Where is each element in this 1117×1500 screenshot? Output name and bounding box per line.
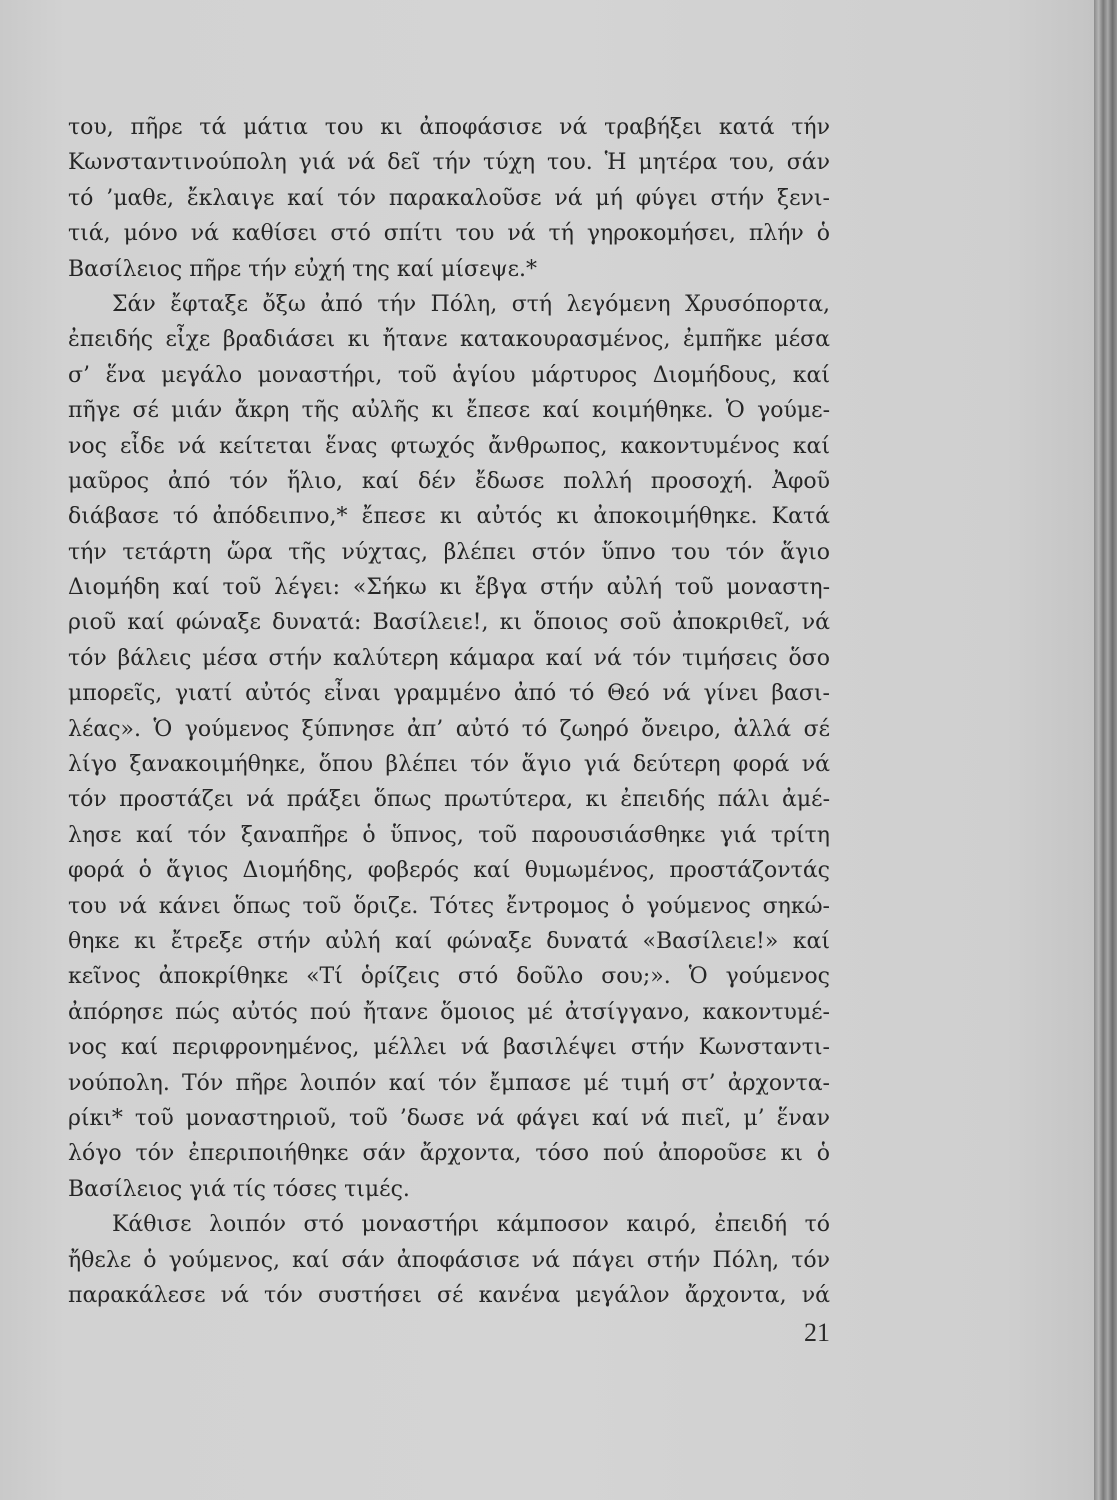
text-line: ρίκι* τοῦ μοναστηριοῦ, τοῦ ’δωσε νά φάγει καί νά πιεῖ, μ’ ἕναν [68,1105,830,1131]
text-line: Βασίλειος γιά τίς τόσες τιμές. [68,1176,410,1202]
text-line: μπορεῖς, γιατί αὐτός εἶναι γραμμένο ἀπό τό Θεό νά γίνει βασι- [68,681,830,707]
text-line: Σάν ἔφταξε ὄξω ἀπό τήν Πόλη, στή λεγόμενη Χρυσόπορτα, [112,291,830,317]
body-text [68,110,830,1313]
text-line: θηκε κι ἔτρεξε στήν αὐλή καί φώναξε δυνατά «Βασίλειε!» καί [68,928,830,954]
text-line: νος εἶδε νά κείτεται ἕνας φτωχός ἄνθρωπος, κακοντυμένος καί [68,433,830,459]
text-line: νούπολη. Τόν πῆρε λοιπόν καί τόν ἔμπασε μέ τιμή στ’ ἀρχοντα- [68,1070,830,1096]
text-line: λόγο τόν ἐπεριποιήθηκε σάν ἄρχοντα, τόσο πού ἀποροῦσε κι ὁ [68,1141,830,1167]
text-line: φορά ὁ ἅγιος Διομήδης, φοβερός καί θυμωμένος, προστάζοντάς [68,858,830,884]
page-number: 21 [804,1318,830,1347]
text-line: Βασίλειος πῆρε τήν εὐχή της καί μίσεψε.* [68,256,538,282]
text-line: παρακάλεσε νά τόν συστήσει σέ κανένα μεγάλον ἄρχοντα, νά [68,1282,830,1308]
text-line: του, πῆρε τά μάτια του κι ἀποφάσισε νά τραβήξει κατά τήν [68,115,830,140]
text-line: του νά κάνει ὅπως τοῦ ὅριζε. Τότες ἔντρομος ὁ γούμενος σηκώ- [68,893,830,919]
text-line: ριοῦ καί φώναξε δυνατά: Βασίλειε!, κι ὅποιος σοῦ ἀποκριθεῖ, νά [68,610,830,636]
text-line: λέας». Ὁ γούμενος ξύπνησε ἀπ’ αὐτό τό ζωηρό ὄνειρο, ἀλλά σέ [68,716,830,742]
text-line: τόν προστάζει νά πράξει ὅπως πρωτύτερα, κι ἐπειδής πάλι ἀμέ- [68,787,830,813]
text-line: διάβασε τό ἀπόδειπνο,* ἔπεσε κι αὐτός κι ἀποκοιμήθηκε. Κατά [68,504,830,530]
text-line: ἐπειδής εἶχε βραδιάσει κι ἤτανε κατακουρασμένος, ἐμπῆκε μέσα [68,327,830,353]
text-line: τό ’μαθε, ἔκλαιγε καί τόν παρακαλοῦσε νά μή φύγει στήν ξενι- [68,185,830,211]
text-line: Διομήδη καί τοῦ λέγει: «Σήκω κι ἔβγα στήν αὐλή τοῦ μοναστη- [68,575,830,601]
text-line: τόν βάλεις μέσα στήν καλύτερη κάμαρα καί νά τόν τιμήσεις ὅσο [68,645,830,671]
text-line: μαῦρος ἀπό τόν ἥλιο, καί δέν ἔδωσε πολλή προσοχή. Ἀφοῦ [68,468,830,494]
text-line: Κάθισε λοιπόν στό μοναστήρι κάμποσον καιρό, ἐπειδή τό [112,1212,830,1238]
text-line: σ’ ἕνα μεγάλο μοναστήρι, τοῦ ἁγίου μάρτυρος Διομήδους, καί [68,362,830,388]
text-line: κεῖνος ἀποκρίθηκε «Τί ὁρίζεις στό δοῦλο σου;». Ὁ γούμενος [68,964,830,990]
text-line: λίγο ξανακοιμήθηκε, ὅπου βλέπει τόν ἅγιο γιά δεύτερη φορά νά [68,752,830,778]
text-line: ἀπόρησε πώς αὐτός πού ἤτανε ὅμοιος μέ ἀτσίγγανο, κακοντυμέ- [68,999,830,1025]
text-line: ἤθελε ὁ γούμενος, καί σάν ἀποφάσισε νά πάγει στήν Πόλη, τόν [68,1247,830,1273]
text-line: τιά, μόνο νά καθίσει στό σπίτι του νά τή γηροκομήσει, πλήν ὁ [68,221,830,247]
page-edge [1094,0,1117,1500]
text-line: λησε καί τόν ξαναπῆρε ὁ ὕπνος, τοῦ παρουσιάσθηκε γιά τρίτη [68,822,830,848]
text-line: τήν τετάρτη ὥρα τῆς νύχτας, βλέπει στόν ὕπνο του τόν ἅγιο [68,539,830,565]
text-line: πῆγε σέ μιάν ἄκρη τῆς αὐλῆς κι ἔπεσε καί κοιμήθηκε. Ὁ γούμε- [68,398,830,424]
text-line: νος καί περιφρονημένος, μέλλει νά βασιλέψει στήν Κωνσταντι- [68,1035,830,1061]
text-line: Κωνσταντινούπολη γιά νά δεῖ τήν τύχη του. Ἡ μητέρα του, σάν [68,150,830,176]
